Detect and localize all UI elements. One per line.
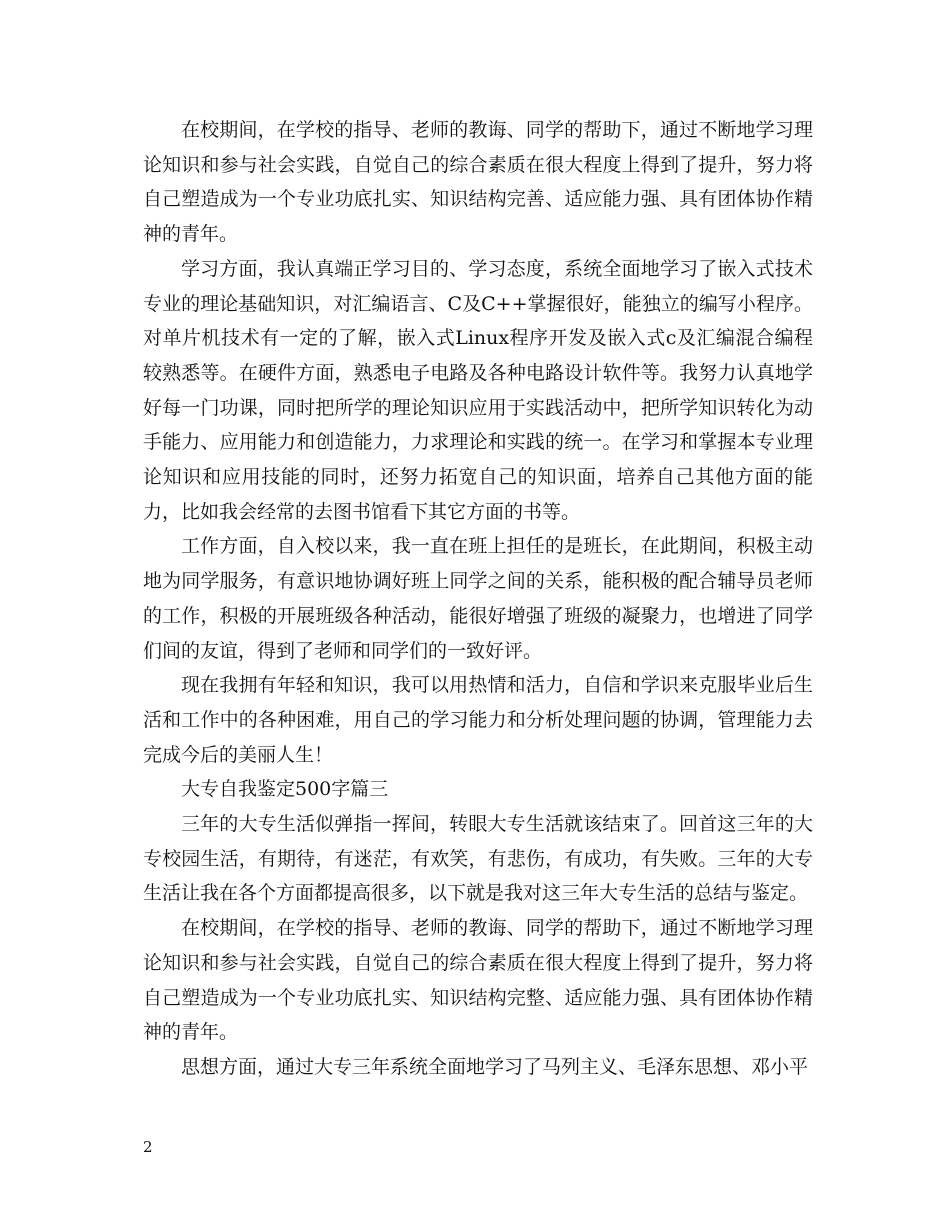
paragraph-study: 学习方面，我认真端正学习目的、学习态度，系统全面地学习了嵌入式技术专业的理论基础知识，对汇编语言、C及C++掌握很好，能独立的编写小程序。对单片机技术有一定的了解，嵌入式Linux程序开发及嵌入式c及汇编混合编程较熟悉等。在硬件方面，熟悉电子电路及各种电路设计软件等。我努力认真地学好每一门功课，同时把所学的理论知识应用于实践活动中，把所学知识转化为动手能力、应用能力和创造能力，力求理论和实践的统一。在学习和掌握本专业理论知识和应用技能的同时，还努力拓宽自己的知识面，培养自己其他方面的能力，比如我会经常的去图书馆看下其它方面的书等。: [143, 257, 813, 523]
paragraph-future: 现在我拥有年轻和知识，我可以用热情和活力，自信和学识来克服毕业后生活和工作中的各种困难，用自己的学习能力和分析处理问题的协调，管理能力去完成今后的美丽人生！: [143, 674, 813, 766]
page-number: 2: [143, 1138, 153, 1156]
paragraph-study-period: 在校期间，在学校的指导、老师的教诲、同学的帮助下，通过不断地学习理论知识和参与社会实践，自觉自己的综合素质在很大程度上得到了提升，努力将自己塑造成为一个专业功底扎实、知识结构完善、适应能力强、具有团体协作精神的青年。: [143, 119, 813, 246]
paragraph-intro-three: 三年的大专生活似弹指一挥间，转眼大专生活就该结束了。回首这三年的大专校园生活，有期待，有迷茫，有欢笑，有悲伤，有成功，有失败。三年的大专生活让我在各个方面都提高很多，以下就是我对这三年大专生活的总结与鉴定。: [143, 813, 813, 905]
paragraph-study-period-two: 在校期间，在学校的指导、老师的教诲、同学的帮助下，通过不断地学习理论知识和参与社会实践，自觉自己的综合素质在很大程度上得到了提升，努力将自己塑造成为一个专业功底扎实、知识结构完整、适应能力强、具有团体协作精神的青年。: [143, 917, 813, 1044]
document-body: [143, 113, 813, 1085]
paragraph-work: 工作方面，自入校以来，我一直在班上担任的是班长，在此期间，积极主动地为同学服务，有意识地协调好班上同学之间的关系，能积极的配合辅导员老师的工作，积极的开展班级各种活动，能很好增强了班级的凝聚力，也增进了同学们间的友谊，得到了老师和同学们的一致好评。: [143, 535, 813, 662]
paragraph-thought: 思想方面，通过大专三年系统全面地学习了马列主义、毛泽东思想、邓小平: [181, 1055, 809, 1078]
section-heading: 大专自我鉴定500字篇三: [181, 778, 389, 801]
